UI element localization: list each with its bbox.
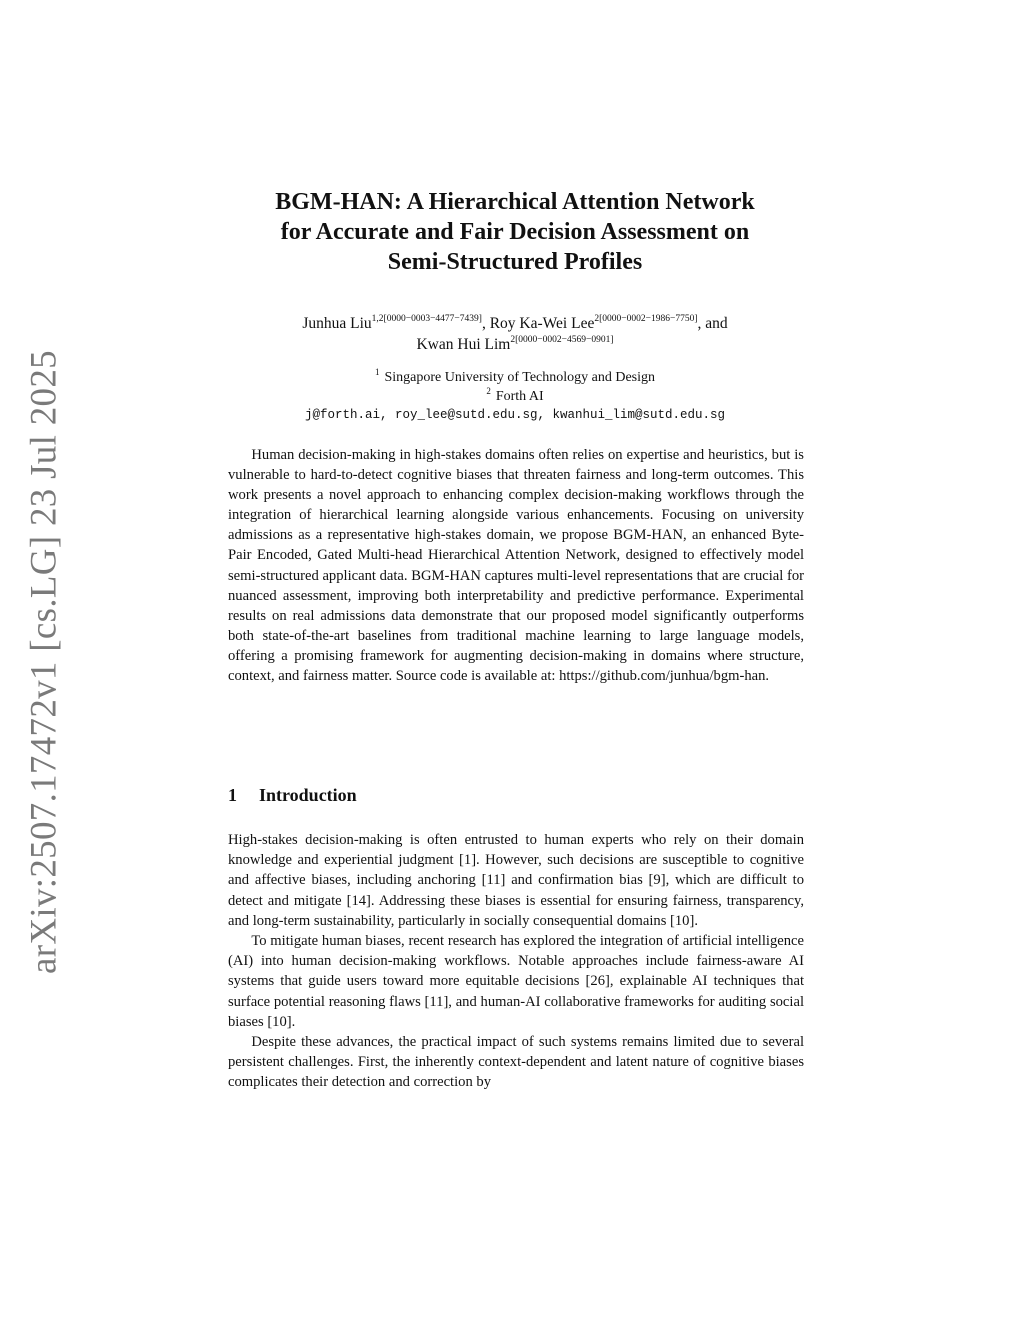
author-name: , Roy Ka-Wei Lee [481, 315, 595, 332]
author-name: Junhua Liu [302, 315, 372, 332]
affiliation-line [200, 368, 830, 387]
affiliation-number: 1 [374, 367, 380, 377]
affiliation-name: Singapore University of Technology and Design [384, 370, 656, 385]
author-orcid: 2[0000−0002−4569−0901] [510, 335, 614, 345]
paragraph: To mitigate human biases, recent research has explored the integration of artificial intelligence (AI) into human decision-making workflows. Notable approaches include fairness-aware AI systems that guide users toward more equitable decisions [26], explainable AI techniques that surface potential reasoning flaws [11], and human-AI collaborative frameworks for auditing social biases [10]. [228, 933, 804, 1030]
abstract: Human decision-making in high-stakes domains often relies on expertise and heuristics, but is vulnerable to hard-to-detect cognitive biases that threaten fairness and long-term outcomes. This work presents a novel approach to enhancing complex decision-making workflows through the integration of hierarchical learning alongside various enhancements. Focusing on university admissions as a representative high-stakes domain, we propose BGM-HAN, an enhanced Byte-Pair Encoded, Gated Multi-head Hierarchical Attention Network, designed to effectively model semi-structured applicant data. BGM-HAN captures multi-level representations that are crucial for nuanced assessment, improving both interpretability and predictive performance. Experimental results on real admissions data demonstrate that our proposed model significantly outperforms both state-of-the-art baselines from traditional machine learning to large language models, offering a promising framework for augmenting decision-making in domains where structure, context, and fairness matter. Source code is available at: https://github.com/junhua/bgm-han. [228, 447, 804, 685]
affiliations [200, 368, 830, 425]
affiliation-number: 2 [486, 386, 491, 396]
section-number: 1 [228, 785, 237, 805]
author-line [200, 313, 830, 334]
section-heading [228, 783, 357, 807]
title-line: Semi-Structured Profiles [387, 249, 643, 275]
arxiv-sidebar-stamp: arXiv:2507.17472v1 [cs.LG] 23 Jul 2025 [23, 350, 65, 974]
author-list [200, 313, 830, 355]
title-line: for Accurate and Fair Decision Assessment on [280, 219, 750, 245]
section-title: Introduction [259, 785, 357, 805]
author-line [200, 334, 830, 355]
paragraph: High-stakes decision-making is often entrusted to human experts who rely on their domain knowledge and experiential judgment [1]. However, such decisions are susceptible to cognitive and affective biases, including anchoring [11] and confirmation bias [9], which are difficult to detect and mitigate [14]. Addressing these biases is essential for ensuring fairness, transparency, and long-term sustainability, particularly in socially consequential domains [10]. [228, 832, 804, 929]
author-name: Kwan Hui Lim [416, 336, 511, 353]
author-emails: j@forth.ai, roy_lee@sutd.edu.sg, kwanhui_lim@sutd.edu.sg [304, 408, 726, 422]
paragraph: Despite these advances, the practical impact of such systems remains limited due to several persistent challenges. First, the inherently context-dependent and latent nature of cognitive biases complicates their detection and correction by [228, 1034, 804, 1091]
paper-title [200, 187, 830, 277]
author-orcid: 2[0000−0002−1986−7750] [594, 314, 698, 324]
author-orcid: 1,2[0000−0003−4477−7439] [371, 314, 482, 324]
title-line: BGM-HAN: A Hierarchical Attention Network [275, 189, 755, 215]
affiliation-line [200, 387, 830, 406]
author-separator: , and [697, 315, 728, 332]
section-body [228, 830, 804, 1093]
affiliation-name: Forth AI [495, 389, 544, 404]
